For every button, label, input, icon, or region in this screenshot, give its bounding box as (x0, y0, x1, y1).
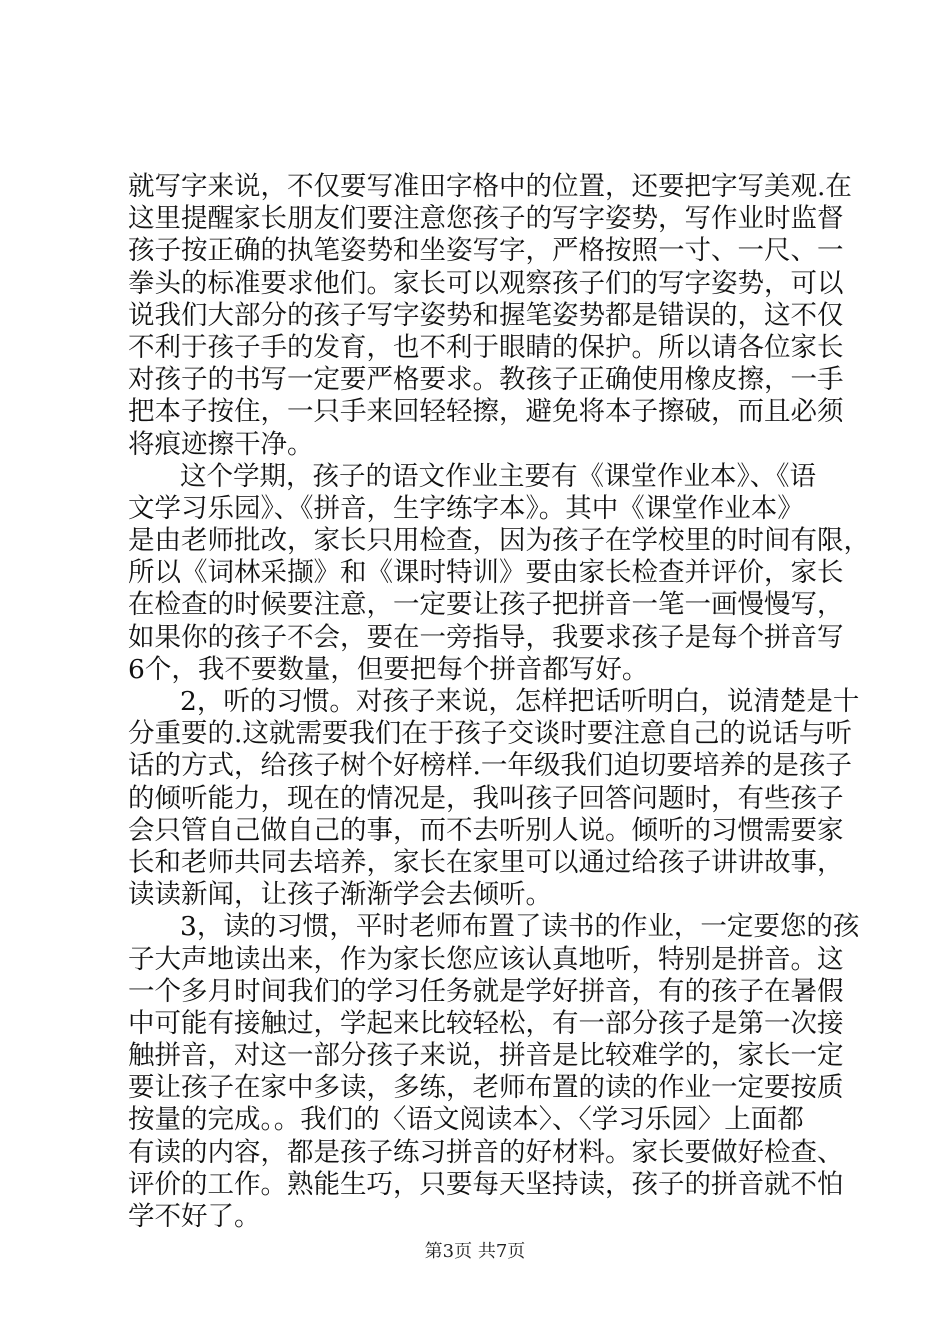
text-line (128, 429, 828, 461)
text-line (128, 1201, 828, 1233)
text-line (128, 1136, 844, 1169)
text-line-content: 这里提醒家长朋友们要注意您孩子的写字姿势，写作业时监督 (128, 203, 844, 235)
text-line-content: 评价的工作。熟能生巧，只要每天坚持读，孩子的拼音就不怕 (128, 1168, 844, 1200)
text-line-content: 3，读的习惯，平时老师布置了读书的作业，一定要您的孩 (180, 911, 860, 943)
text-line (128, 879, 828, 911)
text-line-content: 所以《词林采撷》和《课时特训》要由家长检查并评价，家长 (128, 557, 844, 589)
text-line (128, 718, 852, 750)
text-line (128, 846, 844, 879)
text-line (128, 299, 844, 332)
text-line (128, 814, 844, 847)
text-line-content: 将痕迹擦干净。 (128, 428, 314, 460)
text-line-content: 6个，我不要数量，但要把每个拼音都写好。 (128, 653, 649, 685)
para-reading (128, 911, 860, 1233)
text-line (128, 1007, 844, 1040)
text-line-content: 读读新闻，让孩子渐渐学会去倾听。 (128, 879, 552, 911)
para-homework (128, 460, 870, 686)
text-line (128, 654, 828, 686)
text-line-content: 如果你的孩子不会，要在一旁指导，我要求孩子是每个拼音写 (128, 621, 844, 653)
text-line-content: 孩子按正确的执笔姿势和坐姿写字，严格按照一寸、一尺、一 (128, 235, 844, 267)
text-line-content: 分重要的.这就需要我们在于孩子交谈时要注意自己的说话与听 (128, 718, 852, 750)
text-line (128, 171, 852, 203)
text-line (128, 1168, 844, 1201)
text-line-content: 中可能有接触过，学起来比较轻松，有一部分孩子是第一次接 (128, 1007, 844, 1039)
text-line-content: 拳头的标准要求他们。家长可以观察孩子们的写字姿势，可以 (128, 267, 844, 299)
text-line-content: 是由老师批改，家长只用检查，因为孩子在学校里的时间有限， (128, 525, 870, 557)
text-line (128, 1072, 844, 1104)
text-line-content: 一个多月时间我们的学习任务就是学好拼音，有的孩子在暑假 (128, 975, 844, 1007)
text-line (128, 557, 844, 589)
text-line (128, 750, 852, 782)
text-line-content: 会只管自己做自己的事，而不去听别人说。倾听的习惯需要家 (128, 814, 844, 846)
text-line-content: 这个学期，孩子的语文作业主要有《课堂作业本》、《语 (180, 460, 816, 492)
text-line-content: 长和老师共同去培养，家长在家里可以通过给孩子讲讲故事， (128, 846, 844, 878)
text-line (128, 364, 844, 396)
text-line-content: 2，听的习惯。对孩子来说，怎样把话听明白，说清楚是十 (180, 686, 860, 717)
text-line (128, 943, 844, 976)
text-line (128, 203, 844, 235)
text-line (128, 589, 844, 621)
text-line (128, 461, 828, 493)
text-line-content: 按量的完成。。我们的〈语文阅读本〉、〈学习乐园〉上面都 (128, 1104, 804, 1136)
text-line-content: 有读的内容，都是孩子练习拼音的好材料。家长要做好检查、 (128, 1136, 844, 1168)
text-line-content: 文学习乐园》、《拼音，生字练字本》。其中《课堂作业本》 (128, 492, 804, 524)
text-line-content: 对孩子的书写一定要严格要求。教孩子正确使用橡皮擦，一手 (128, 364, 844, 396)
document-body (128, 171, 870, 1233)
text-line (128, 1040, 844, 1072)
text-line (128, 396, 844, 428)
text-line (128, 975, 844, 1008)
text-line-content: 在检查的时候要注意，一定要让孩子把拼音一笔一画慢慢写， (128, 589, 844, 621)
text-line (128, 1104, 828, 1136)
text-line (128, 782, 844, 815)
text-line (128, 493, 828, 525)
text-line-content: 就写字来说，不仅要写准田字格中的位置，还要把字写美观.在 (128, 171, 852, 202)
text-line-content: 说我们大部分的孩子写字姿势和握笔姿势都是错误的，这不仅 (128, 299, 844, 331)
text-line-content: 不利于孩子手的发育，也不利于眼睛的保护。所以请各位家长 (128, 331, 844, 363)
text-line (128, 911, 860, 943)
text-line-content: 要让孩子在家中多读，多练，老师布置的读的作业一定要按质 (128, 1072, 844, 1104)
para-writing (128, 171, 852, 461)
text-line (128, 621, 844, 654)
text-line-content: 学不好了。 (128, 1201, 261, 1232)
text-line (128, 525, 870, 557)
text-line (128, 235, 844, 267)
text-line-content: 话的方式，给孩子树个好榜样.一年级我们迫切要培养的是孩子 (128, 750, 852, 782)
text-line-content: 的倾听能力，现在的情况是，我叫孩子回答问题时，有些孩子 (128, 782, 844, 814)
text-line-content: 把本子按住，一只手来回轻轻擦，避免将本子擦破，而且必须 (128, 396, 844, 428)
para-listening (128, 686, 860, 911)
text-line-content: 触拼音，对这一部分孩子来说，拼音是比较难学的，家长一定 (128, 1040, 844, 1072)
text-line (128, 686, 860, 718)
text-line (128, 267, 844, 300)
text-line-content: 子大声地读出来，作为家长您应该认真地听，特别是拼音。这 (128, 943, 844, 975)
page-footer: 第3页 共7页 (424, 1241, 526, 1262)
text-line (128, 331, 844, 364)
